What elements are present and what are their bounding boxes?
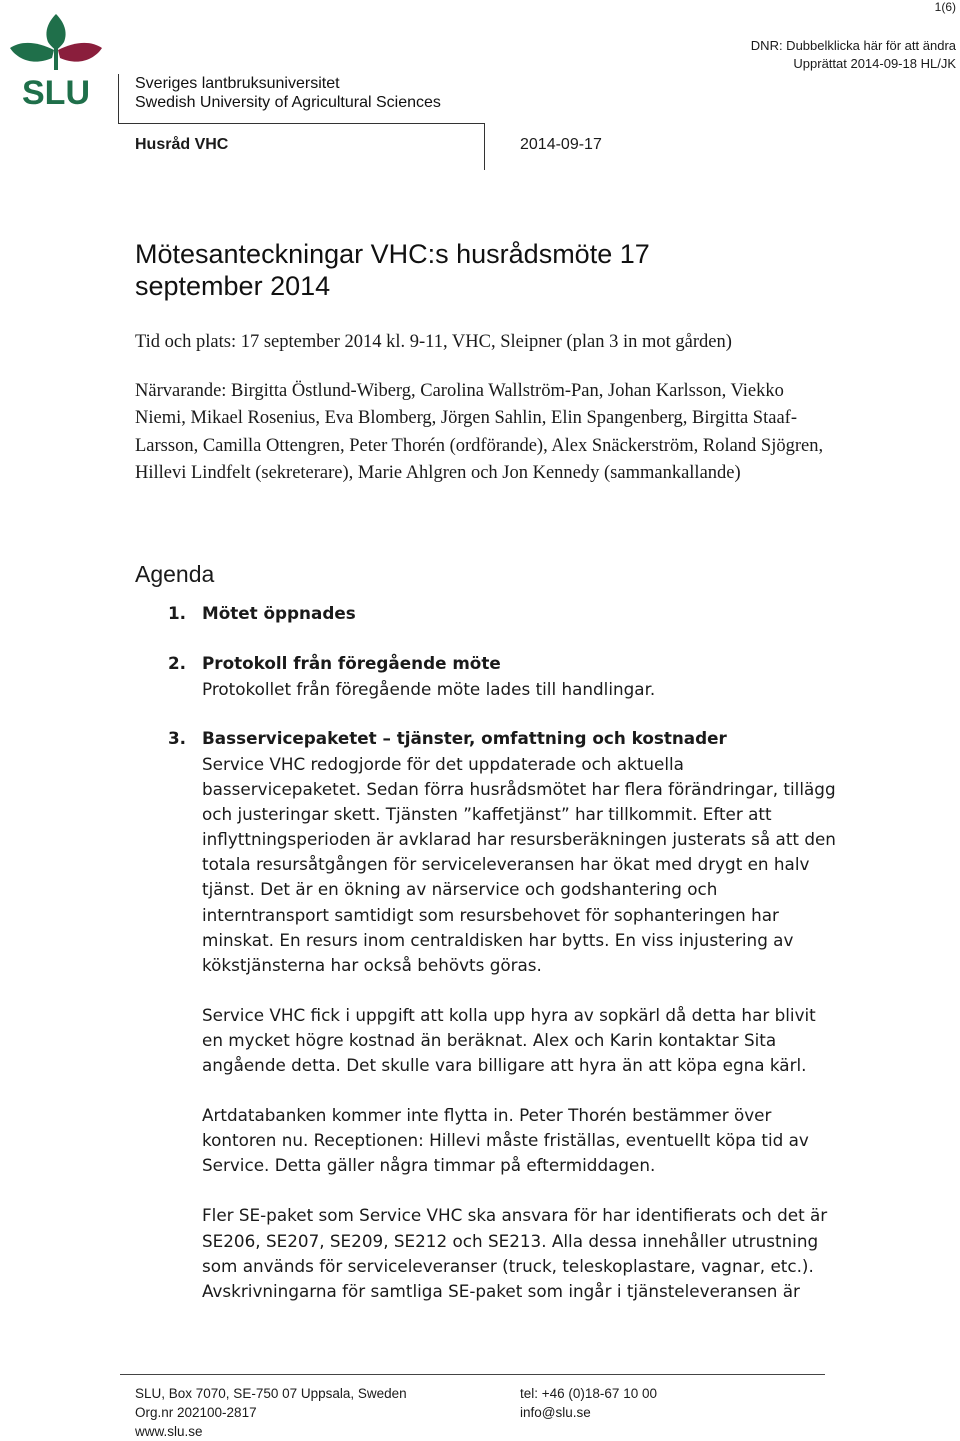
page-number: 1(6) [934,0,956,14]
paragraph: Artdatabanken kommer inte flytta in. Peter Thorén bestämmer över kontoren nu. Receptionen: Hillevi måste friställas, eventuellt köpa tid av Service. Detta gäller några timmar på eftermiddagen. [202,1105,809,1176]
agenda-item-number: 1. [168,603,187,623]
university-name: Sveriges lantbruksuniversitet Swedish University of Agricultural Sciences [135,75,441,111]
page-title: Mötesanteckningar VHC:s husrådsmöte 17 september 2014 [135,239,650,301]
header-divider [484,123,485,170]
time-and-place: Tid och plats: 17 september 2014 kl. 9-11, VHC, Sleipner (plan 3 in mot gården) [135,332,732,352]
paragraph: Service VHC redogjorde för det uppdaterade och aktuella basservicepaketet. Sedan förra husrådsmötet har flera förändringar, tillägg och justeringar skett. Tjänsten ”kaffetjänst” har tillkommit. Efter att inflyttningsperioden är avklarad har resursberäkningen justerats så att den totala resursåtgången för serviceleveransen har ökat med drygt en halv tjänst. Det är en ökning av närservice och godshantering och interntransport samtidigt som resursbehovet för sophanteringen har minskat. En resurs inom centraldisken har bytts. En viss injustering av kökstjänsterna har också behövts göras. [202,754,836,975]
paragraph: Fler SE-paket som Service VHC ska ansvara för har identifierats och det är SE206, SE207, SE209, SE212 och SE213. Alla dessa innehåller utrustning som används för serviceleveranser (truck, teleskoplastare, vagnar, etc.). Avskrivningarna för samtliga SE-paket som ingår i tjänsteleveransen är [202,1205,828,1301]
leaf-icon [10,14,102,70]
phone-number: tel: +46 (0)18-67 10 00 [520,1386,657,1401]
council-name: Husråd VHC [135,136,229,153]
agenda-heading: Agenda [135,561,215,587]
logo-text: SLU [22,74,90,110]
agenda-item-title: Protokoll från föregående möte [202,653,501,673]
agenda-item-text: Protokollet från föregående möte lades till handlingar. [202,679,656,699]
header-divider [118,74,119,124]
document-date: 2014-09-17 [520,136,602,153]
footer-contact [520,1384,657,1422]
agenda-item-number: 2. [168,653,187,673]
website-link[interactable]: www.slu.se [135,1424,203,1439]
email-link[interactable]: info@slu.se [520,1405,591,1420]
dnr-field[interactable]: DNR: Dubbelklicka här för att ändra [750,38,956,53]
agenda-item-title: Basservicepaketet – tjänster, omfattning och kostnader [202,728,727,748]
footer-address: SLU, Box 7070, SE-750 07 Uppsala, Sweden Org.nr 202100-2817 www.slu.se [135,1386,407,1439]
footer-divider [120,1374,825,1375]
agenda-item-title: Mötet öppnades [202,603,356,623]
agenda-item-number: 3. [168,728,187,748]
header-divider [118,123,484,124]
slu-logo [8,10,104,110]
paragraph: Service VHC fick i uppgift att kolla upp hyra av sopkärl då detta har blivit en mycket högre kostnad än beräknat. Alex och Karin kontaktar Sita angående detta. Det skulle vara billigare att hyra än att köpa egna kärl. [202,1004,816,1076]
document-meta [751,37,956,73]
agenda-item-text [202,752,842,1304]
attendees: Närvarande: Birgitta Östlund-Wiberg, Carolina Wallström-Pan, Johan Karlsson, Viekko Niemi, Mikael Rosenius, Eva Blomberg, Jörgen Sahlin, Elin Spangenberg, Birgitta Staaf-Larsson, Camilla Ottengren, Peter Thorén (ordförande), Alex Snäckerström, Roland Sjögren, Hillevi Lindfelt (sekreterare), Marie Ahlgren och Jon Kennedy (sammankallande) [135,381,824,483]
created-info: Upprättat 2014-09-18 HL/JK [793,56,956,71]
